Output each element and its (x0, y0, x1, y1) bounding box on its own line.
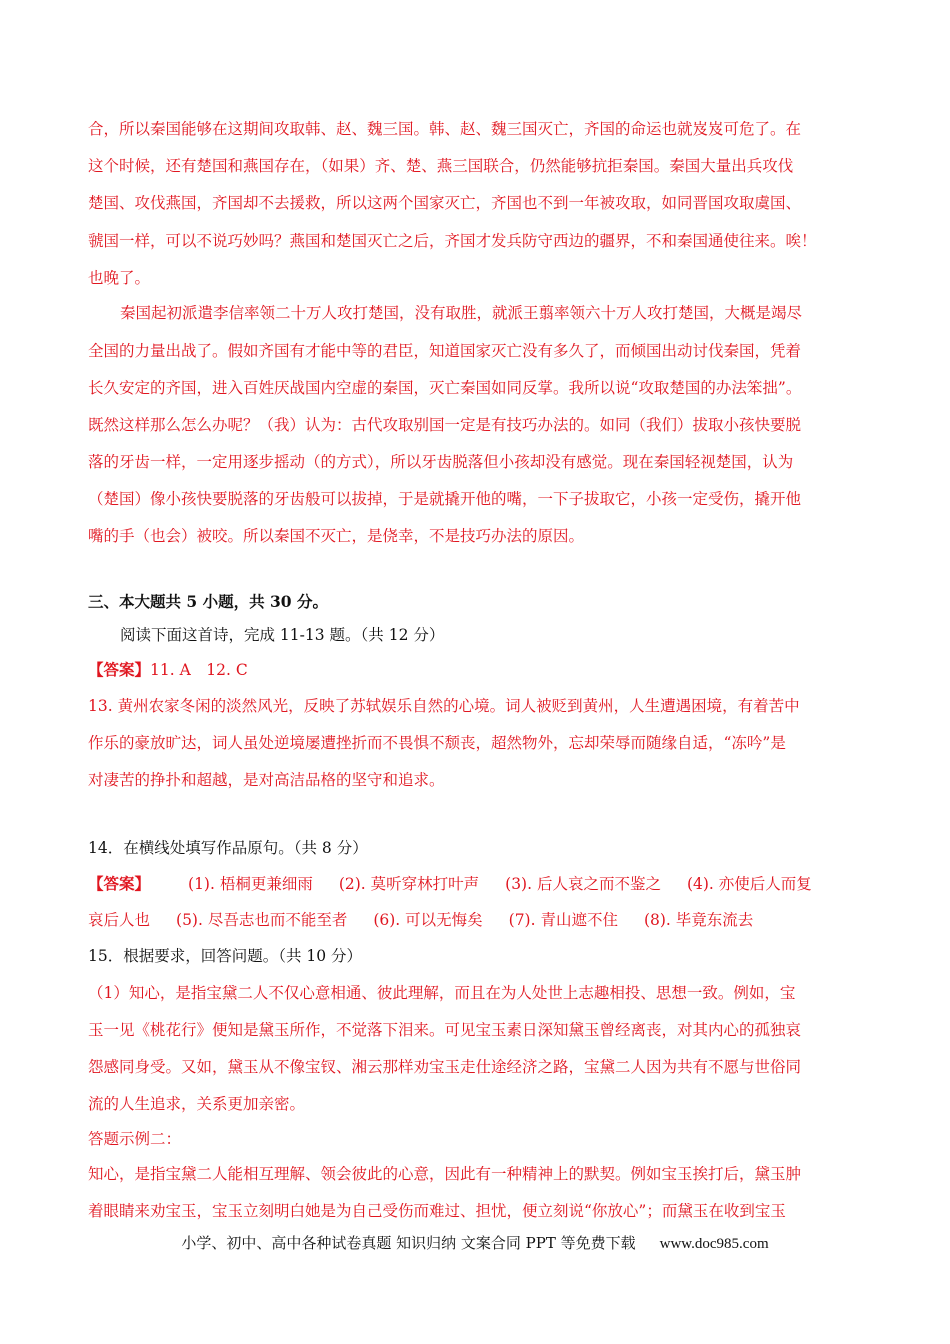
q13-answer-line: 作乐的豪放旷达，词人虽处逆境屡遭挫折而不畏惧不颓丧，超然物外，忘却荣辱而随缘自适，“冻吟”是 (88, 734, 786, 752)
answer-tag: 【答案】 (88, 660, 151, 679)
q15-question: 15．根据要求，回答问题。（共 10 分） (88, 947, 363, 965)
passage-line: 楚国、攻伐燕国，齐国却不去援救，所以这两个国家灭亡，齐国也不到一年被攻取，如同晋国攻取虞国、 (88, 194, 802, 212)
footer-url[interactable]: www.doc985.com (659, 1236, 769, 1252)
passage-line: 虢国一样，可以不说巧妙吗？燕国和楚国灭亡之后，齐国才发兵防守西边的疆界，不和秦国通使往来。唉！ (88, 232, 817, 250)
q15-answer-line: （1）知心，是指宝黛二人不仅心意相通、彼此理解，而且在为人处世上志趣相投、思想一致。例如，宝 (88, 984, 796, 1002)
passage-line: 嘴的手（也会）被咬。所以秦国不灭亡，是侥幸，不是技巧办法的原因。 (88, 527, 585, 545)
section-instruction: 阅读下面这首诗，完成 11-13 题。（共 12 分） (120, 626, 445, 644)
fill-answer: (2). 莫听穿林打叶声 (338, 875, 480, 893)
passage-line: 这个时候，还有楚国和燕国存在，（如果）齐、楚、燕三国联合，仍然能够抗拒秦国。秦国大量出兵攻伐 (88, 157, 794, 175)
passage-line: 也晚了。 (88, 269, 151, 287)
fill-answer: (4). 亦使后人而复 (686, 875, 812, 893)
section-heading: 三、本大题共 5 小题，共 30 分。 (88, 592, 328, 611)
q14-answer-row (88, 910, 753, 930)
example-label: 答题示例二： (88, 1130, 182, 1148)
q13-answer-line: 13. 黄州农家冬闲的淡然风光，反映了苏轼娱乐自然的心境。词人被贬到黄州，人生遭遇困境，有着苦中 (88, 697, 800, 715)
passage-line: 既然这样那么怎么办呢？（我）认为：古代攻取别国一定是有技巧办法的。如同（我们）拔取小孩快要脱 (88, 416, 802, 434)
q14-answer-row (88, 874, 812, 894)
footer-text: 小学、初中、高中各种试卷真题 知识归纳 文案合同 PPT 等免费下载 (181, 1234, 636, 1252)
passage-line: 落的牙齿一样，一定用逐步摇动（的方式），所以牙齿脱落但小孩却没有感觉。现在秦国轻视楚国，认为 (88, 453, 794, 471)
fill-answer: (8). 毕竟东流去 (643, 911, 754, 929)
q15-answer-line: 流的人生追求，关系更加亲密。 (88, 1095, 306, 1113)
answer-11-12 (88, 660, 248, 680)
passage-line: 长久安定的齐国，进入百姓厌战国内空虚的秦国，灭亡秦国如同反掌。我所以说“攻取楚国的办法笨拙”。 (88, 379, 802, 397)
passage-line: 全国的力量出战了。假如齐国有才能中等的君臣，知道国家灭亡没有多久了，而倾国出动讨伐秦国，凭着 (88, 342, 802, 360)
passage-line: 秦国起初派遣李信率领二十万人攻打楚国，没有取胜，就派王翦率领六十万人攻打楚国，大概是竭尽 (120, 304, 803, 322)
passage-line: （楚国）像小孩快要脱落的牙齿般可以拔掉，于是就撬开他的嘴，一下子拔取它，小孩一定受伤，撬开他 (88, 490, 802, 508)
fill-answer: 哀后人也 (88, 911, 151, 929)
fill-answer: (5). 尽吾志也而不能至者 (176, 911, 348, 929)
fill-answer: (3). 后人哀之而不鉴之 (505, 875, 661, 893)
q15-answer-line: 玉一见《桃花行》便知是黛玉所作，不觉落下泪来。可见宝玉素日深知黛玉曾经离丧，对其内心的孤独哀 (88, 1021, 802, 1039)
q15-answer-line: 怨感同身受。又如，黛玉从不像宝钗、湘云那样劝宝玉走仕途经济之路，宝黛二人因为共有不愿与世俗同 (88, 1058, 802, 1076)
answer-value: 11. A 12. C (150, 661, 248, 679)
q15-answer-line: 着眼睛来劝宝玉，宝玉立刻明白她是为自己受伤而难过、担忧，便立刻说“你放心”；而黛玉在收到宝玉 (88, 1202, 786, 1220)
q15-answer-line: 知心，是指宝黛二人能相互理解、领会彼此的心意，因此有一种精神上的默契。例如宝玉挨打后，黛玉肿 (88, 1165, 802, 1183)
q13-answer-line: 对凄苦的挣扑和超越，是对高洁品格的坚守和追求。 (88, 771, 445, 789)
page-footer (0, 1232, 950, 1253)
fill-answer: (7). 青山遮不住 (508, 911, 618, 929)
fill-answer: (1). 梧桐更兼细雨 (188, 875, 313, 893)
q14-question: 14．在横线处填写作品原句。（共 8 分） (88, 839, 368, 857)
fill-answer: (6). 可以无悔矣 (373, 911, 483, 929)
passage-line: 合，所以秦国能够在这期间攻取韩、赵、魏三国。韩、赵、魏三国灭亡，齐国的命运也就岌岌可危了。在 (88, 120, 802, 138)
answer-tag: 【答案】 (88, 874, 151, 893)
